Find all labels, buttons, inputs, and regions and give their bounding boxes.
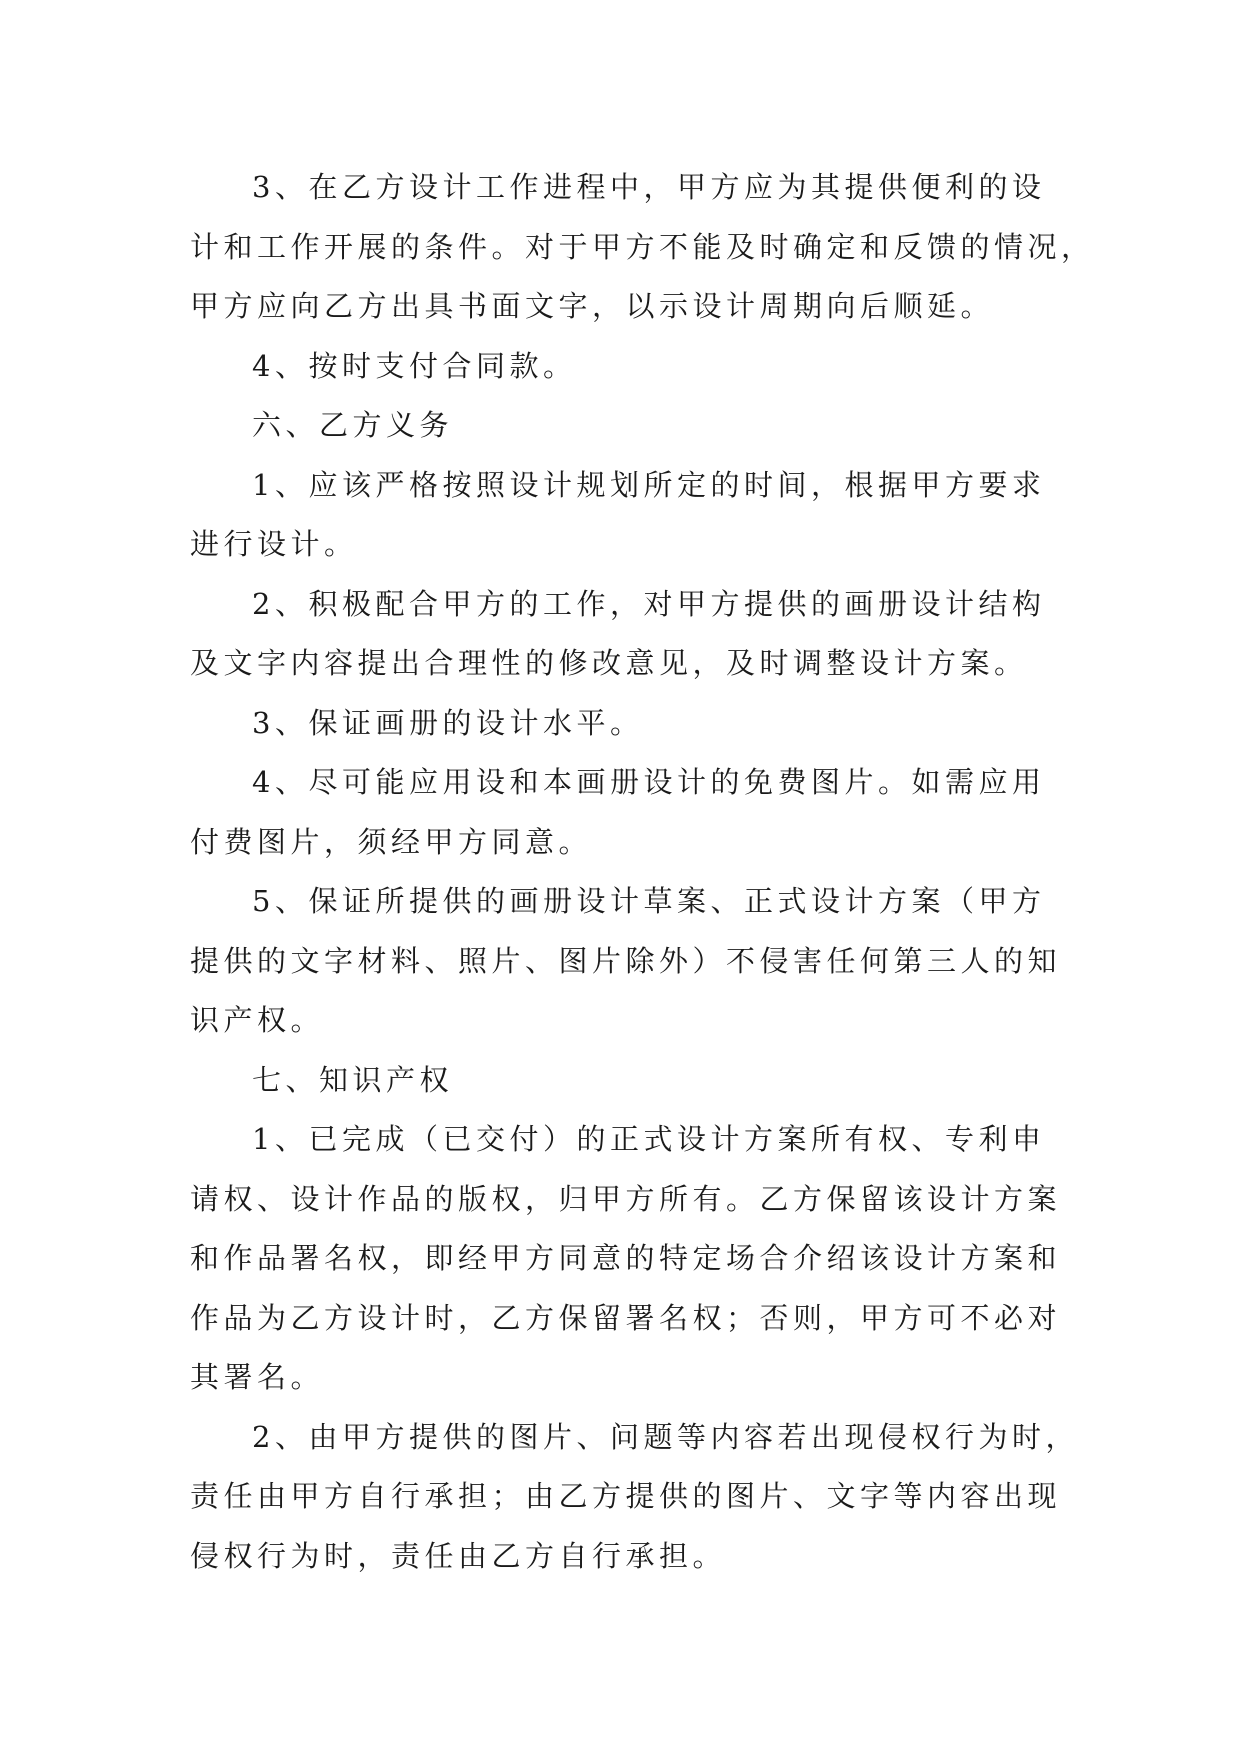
section-heading: 六、乙方义务 bbox=[252, 408, 454, 442]
text-line: 作品为乙方设计时，乙方保留署名权；否则，甲方可不必对 bbox=[190, 1300, 1062, 1335]
text-line: 2、由甲方提供的图片、问题等内容若出现侵权行为时， bbox=[252, 1419, 1079, 1454]
text-line: 4、按时支付合同款。 bbox=[252, 348, 577, 383]
text-line: 识产权。 bbox=[190, 1003, 325, 1037]
text-line: 其署名。 bbox=[190, 1360, 325, 1394]
text-line: 责任由甲方自行承担；由乙方提供的图片、文字等内容出现 bbox=[190, 1479, 1062, 1513]
text-line: 3、保证画册的设计水平。 bbox=[252, 705, 644, 740]
text-line: 计和工作开展的条件。对于甲方不能及时确定和反馈的情况， bbox=[190, 229, 1095, 264]
text-line: 付费图片，须经甲方同意。 bbox=[190, 824, 593, 859]
text-line: 1、已完成（已交付）的正式设计方案所有权、专利申 bbox=[252, 1122, 1046, 1156]
text-line: 和作品署名权，即经甲方同意的特定场合介绍该设计方案和 bbox=[190, 1241, 1062, 1275]
text-line: 侵权行为时，责任由乙方自行承担。 bbox=[190, 1538, 727, 1573]
text-line: 2、积极配合甲方的工作，对甲方提供的画册设计结构 bbox=[252, 586, 1046, 621]
text-line: 进行设计。 bbox=[190, 527, 358, 561]
section-heading: 七、知识产权 bbox=[252, 1062, 454, 1097]
text-line: 及文字内容提出合理性的修改意见，及时调整设计方案。 bbox=[190, 646, 1028, 680]
text-line: 4、尽可能应用设和本画册设计的免费图片。如需应用 bbox=[252, 765, 1046, 799]
text-line: 请权、设计作品的版权，归甲方所有。乙方保留该设计方案 bbox=[190, 1181, 1062, 1216]
text-line: 3、在乙方设计工作进程中，甲方应为其提供便利的设 bbox=[252, 170, 1046, 204]
text-line: 甲方应向乙方出具书面文字，以示设计周期向后顺延。 bbox=[190, 289, 995, 323]
text-line: 5、保证所提供的画册设计草案、正式设计方案（甲方 bbox=[252, 884, 1046, 918]
text-line: 1、应该严格按照设计规划所定的时间，根据甲方要求 bbox=[252, 467, 1046, 502]
text-line: 提供的文字材料、照片、图片除外）不侵害任何第三人的知 bbox=[190, 943, 1062, 978]
document-body bbox=[190, 158, 1095, 1586]
